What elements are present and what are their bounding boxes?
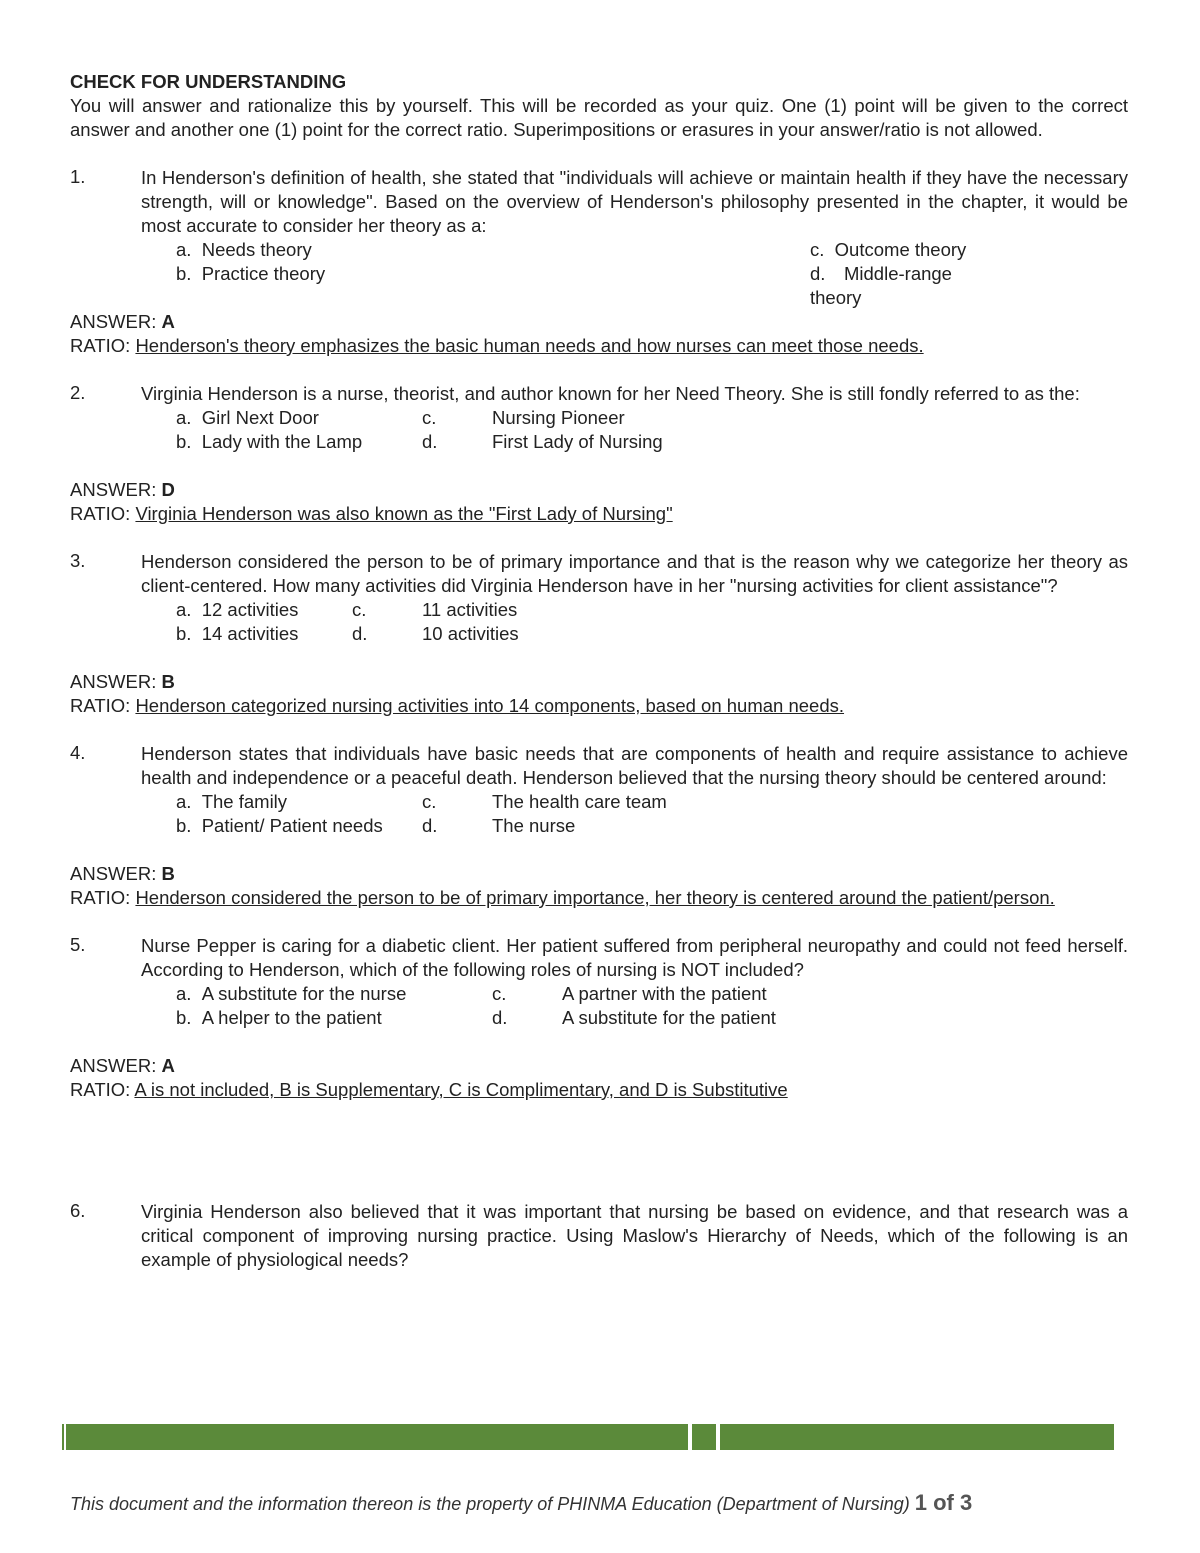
ratio-text: Henderson's theory emphasizes the basic human needs and how nurses can meet those needs. [135,335,924,356]
question-number: 6. [70,1200,86,1221]
options [176,238,1128,310]
bar-segment-middle [692,1424,716,1450]
answer-value: A [161,311,175,332]
option-d-letter: d. [422,815,438,836]
ratio-line: RATIO: A is not included, B is Supplementary, C is Complimentary, and D is Substitutive [70,1079,788,1100]
question-text: Henderson considered the person to be of primary importance and that is the reason why we categorize her theory as client-centered. How many activities did Virginia Henderson have in her "nursing activities for client assistance"? [141,551,1128,596]
footer-bar [62,1424,1114,1450]
option-d-text: First Lady of Nursing [492,431,663,452]
options [176,598,1128,670]
option-b: b. Practice theory [176,263,326,284]
question-number: 5. [70,934,86,955]
question-text: In Henderson's definition of health, she stated that "individuals will achieve or maintain health if they have the necessary strength, will or knowledge". Based on the overview of Henderson's philosophy presented in the chapter, it would be most accurate to consider her theory as a: [141,167,1128,236]
ratio-text: Henderson categorized nursing activities into 14 components, based on human needs. [135,695,845,716]
answer-line: ANSWER: D [70,479,175,500]
option-d-text: The nurse [492,815,576,836]
question-4 [70,742,1128,910]
section-heading: CHECK FOR UNDERSTANDING [70,71,347,92]
option-a: a. The family [176,791,288,812]
option-c-text: Nursing Pioneer [492,407,625,428]
answer-value: B [161,671,175,692]
question-text: Nurse Pepper is caring for a diabetic client. Her patient suffered from peripheral neuropathy and could not feed herself. According to Henderson, which of the following roles of nursing is NOT included? [141,935,1128,980]
question-2 [70,382,1128,526]
option-b: b. A helper to the patient [176,1007,382,1028]
option-c-text: The health care team [492,791,667,812]
ratio-text: Henderson considered the person to be of primary importance, her theory is centered around the patient/person. [135,887,1055,908]
ratio-line: RATIO: Henderson's theory emphasizes the basic human needs and how nurses can meet those needs. [70,335,924,356]
options [176,982,1128,1054]
ratio-text: Virginia Henderson was also known as the "First Lady of Nursing" [135,503,673,524]
question-1 [70,166,1128,358]
option-d: d. Middle-range theory [810,263,952,308]
question-number: 1. [70,166,86,187]
option-c-text: A partner with the patient [562,983,767,1004]
answer-value: D [161,479,175,500]
option-c-letter: c. [352,599,367,620]
option-b: b. Lady with the Lamp [176,431,363,452]
question-number: 3. [70,550,86,571]
footer [70,1490,972,1516]
option-d-letter: d. [492,1007,508,1028]
bar-segment-right [720,1424,1114,1450]
bar-divider [62,1424,64,1450]
question-number: 4. [70,742,86,763]
question-text: Virginia Henderson is a nurse, theorist, and author known for her Need Theory. She is still fondly referred to as the: [141,383,1080,404]
options [176,406,1128,478]
document-page [70,70,1128,1272]
footer-copyright: This document and the information thereon is the property of PHINMA Education (Department of Nursing) [70,1494,915,1514]
option-c-text: 11 activities [422,599,518,620]
option-c: c. Outcome theory [810,239,967,260]
page-number: 1 of 3 [914,1490,973,1515]
option-d-letter: d. [422,431,438,452]
question-number: 2. [70,382,86,403]
options [176,790,1128,862]
option-d-letter: d. [352,623,368,644]
answer-line: ANSWER: B [70,671,175,692]
option-a: a. Needs theory [176,239,312,260]
ratio-line: RATIO: Virginia Henderson was also known as the "First Lady of Nursing" [70,503,673,524]
question-6 [70,1200,1128,1272]
instructions: You will answer and rationalize this by yourself. This will be recorded as your quiz. One (1) point will be given to the correct answer and another one (1) point for the correct ratio. Superimpositions or erasures in your answer/ratio is not allowed. [70,95,1128,140]
option-c-letter: c. [422,791,437,812]
question-5 [70,934,1128,1102]
answer-value: A [161,1055,175,1076]
option-b: b. Patient/ Patient needs [176,815,383,836]
option-c-letter: c. [492,983,507,1004]
option-a: a. A substitute for the nurse [176,983,407,1004]
answer-line: ANSWER: B [70,863,175,884]
question-3 [70,550,1128,718]
ratio-line: RATIO: Henderson categorized nursing activities into 14 components, based on human needs. [70,695,845,716]
option-d-text: 10 activities [422,623,519,644]
ratio-line: RATIO: Henderson considered the person to be of primary importance, her theory is centered around the patient/person. [70,887,1055,908]
option-a: a. 12 activities [176,599,299,620]
answer-line: ANSWER: A [70,1055,175,1076]
answer-line: ANSWER: A [70,311,175,332]
option-c-letter: c. [422,407,437,428]
option-a: a. Girl Next Door [176,407,319,428]
ratio-text: A is not included, B is Supplementary, C is Complimentary, and D is Substitutive [134,1079,788,1100]
question-text: Virginia Henderson also believed that it was important that nursing be based on evidence, and that research was a critical component of improving nursing practice. Using Maslow's Hierarchy of Needs, which of the following is an example of physiological needs? [141,1201,1128,1270]
question-text: Henderson states that individuals have basic needs that are components of health and require assistance to achieve health and independence or a peaceful death. Henderson believed that the nursing theory should be centered around: [141,743,1128,788]
answer-value: B [161,863,175,884]
option-d-text: A substitute for the patient [562,1007,776,1028]
bar-segment-left [66,1424,688,1450]
option-b: b. 14 activities [176,623,299,644]
